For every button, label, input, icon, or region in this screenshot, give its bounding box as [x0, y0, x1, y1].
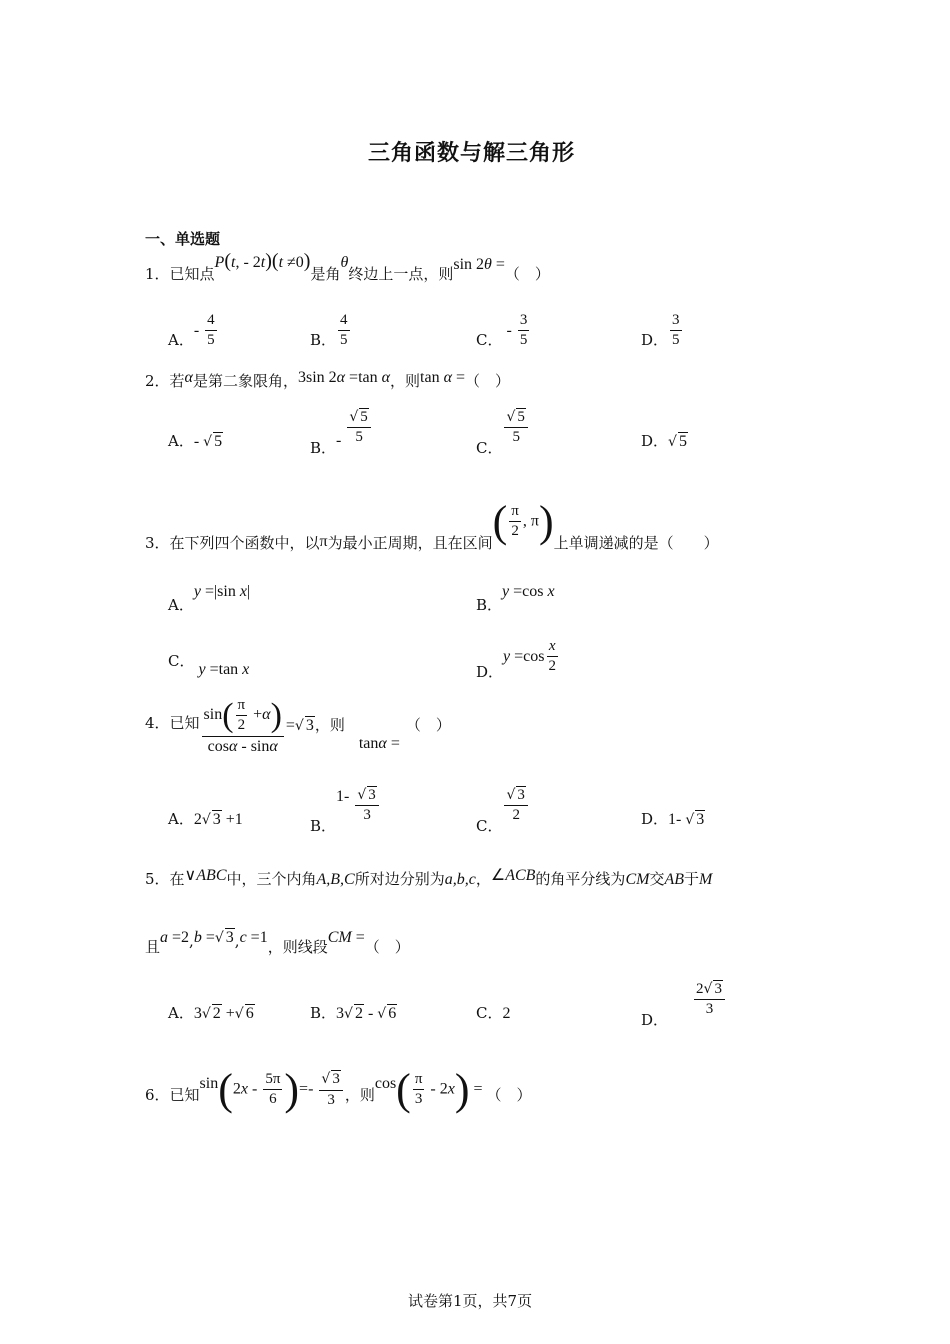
question-3: 3．在下列四个函数中，以π为最小正周期，且在区间( $\frac{\pi}{2}$ , π)上单调递减的是（ ）	[145, 497, 719, 552]
q1-option-b: B． $\frac{4}{5}$	[310, 312, 348, 349]
q3-option-a: A．y =|sin x|	[168, 583, 251, 614]
q4-option-a: A．2√ 3 +1	[168, 810, 243, 828]
q2-option-a: A．- √ 5	[168, 432, 223, 450]
q5-option-d: D． $\frac{2√ 3}{3}$	[641, 980, 727, 1019]
q5-option-b: B．3√ 2 - √ 6	[310, 1004, 397, 1022]
question-5: 5．在∨ABC中，三个内角A,B,C所对边分别为a,b,c，∠ACB的角平分线为CM交AB于M	[145, 867, 713, 888]
q1-point: P(t, - 2t)(t ≠0)	[214, 250, 311, 272]
page-title: 三角函数与解三角形	[368, 140, 576, 166]
section-heading: 一、单选题	[145, 230, 221, 248]
question-5-line-2: 且a =2,b =√ 3,c =1，则线段CM =（ ）	[145, 929, 410, 956]
q1-option-a: A．- $\frac{4}{5}$	[168, 312, 215, 349]
q1-option-c: C． - $\frac{3}{5}$	[476, 312, 528, 349]
q1-theta: θ	[340, 254, 349, 271]
question-6: 6．已知sin(2x - $\frac{5\pi}{6}$ )=- $\frac{√ 3}{3}$ ，则cos( $\frac{\pi}{3}$ - 2x) = （ ）	[145, 1065, 532, 1114]
q2-option-d: D．√ 5	[641, 432, 687, 450]
q5-option-c: C．2	[476, 1004, 511, 1022]
q4-option-c: C． $\frac{√ 3}{2}$	[476, 786, 530, 825]
q4-option-b: B．1- $\frac{√ 3}{3}$	[310, 786, 381, 825]
q3-option-d: D．y =cos $\frac{x}{2}$	[476, 638, 556, 681]
page-footer: 试卷第1页，共7页	[408, 1292, 533, 1310]
q1-option-d: D． $\frac{3}{5}$	[641, 312, 680, 349]
q2-option-c: C． $\frac{√ 5}{5}$	[476, 408, 530, 447]
q1-prefix: 1．已知点	[145, 265, 215, 283]
q1-expr: sin 2θ =	[453, 256, 505, 273]
question-4: 4．已知 sin( $\frac{\pi}{2}$ +α) cosα - sinα =√ 3，则tanα =（ ）	[145, 696, 451, 756]
q3-option-b: B．y =cos x	[476, 583, 555, 614]
q1-mid2: 终边上一点，则	[348, 265, 454, 283]
question-1	[145, 250, 550, 283]
q4-option-d: D．1- √ 3	[641, 810, 705, 828]
q1-tail: （ ）	[504, 265, 550, 283]
q1-mid1: 是角	[310, 265, 341, 283]
q2-option-b: B．- $\frac{√ 5}{5}$	[310, 408, 373, 447]
q3-option-c: C． y =tan x	[168, 652, 250, 678]
q5-option-a: A．3√ 2 +√ 6	[168, 1004, 254, 1022]
question-2: 2．若α是第二象限角，3sin 2α =tan α，则tan α =（ ）	[145, 369, 511, 390]
